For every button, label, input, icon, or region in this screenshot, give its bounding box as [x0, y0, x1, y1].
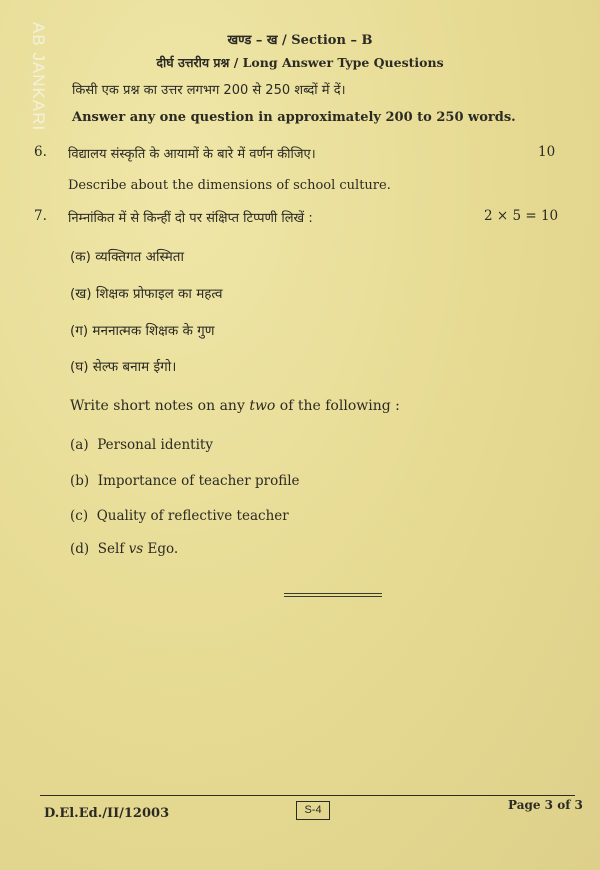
item-text-pre: Self	[97, 541, 129, 557]
q7-hindi-item-b: (ख) शिक्षक प्रोफाइल का महत्व	[70, 286, 223, 302]
section-subheading: दीर्घ उत्तरीय प्रश्न / Long Answer Type Questions	[156, 55, 444, 70]
footer-paper-code: D.El.Ed./II/12003	[44, 806, 170, 821]
item-label: (b)	[70, 473, 90, 489]
question-7-english	[70, 398, 400, 414]
question-7-number: 7.	[34, 208, 47, 224]
q7-english-item-a	[70, 437, 213, 453]
q7-hindi-item-d: (घ) सेल्फ बनाम ईगो।	[70, 359, 177, 375]
q7-hindi-item-c: (ग) मननात्मक शिक्षक के गुण	[70, 323, 215, 339]
footer-rule	[40, 795, 575, 796]
q7-english-item-d	[70, 541, 178, 557]
watermark: AB JANKARI	[29, 22, 48, 132]
question-6-number: 6.	[34, 144, 47, 160]
footer-page-number: Page 3 of 3	[508, 798, 583, 812]
instruction-english: Answer any one question in approximately 200 to 250 words.	[72, 110, 516, 125]
section-heading: खण्ड – ख / Section – B	[227, 33, 373, 48]
question-6-hindi: विद्यालय संस्कृति के आयामों के बारे में वर्णन कीजिए।	[68, 147, 316, 162]
q7-english-item-c	[70, 508, 289, 524]
end-divider	[284, 593, 382, 597]
footer-box-code: S-4	[296, 801, 330, 820]
q7-english-em: two	[249, 398, 276, 414]
q7-english-pre: Write short notes on any	[70, 398, 250, 414]
item-label: (d)	[70, 541, 90, 557]
item-label: (c)	[70, 508, 89, 524]
item-text: Personal identity	[97, 437, 213, 453]
item-text-em: vs	[128, 541, 144, 557]
item-label: (a)	[70, 437, 89, 453]
item-text-post: Ego.	[143, 541, 179, 557]
q7-english-post: of the following :	[275, 398, 400, 414]
question-7-marks: 2 × 5 = 10	[484, 208, 559, 224]
question-7-hindi: निम्नांकित में से किन्हीं दो पर संक्षिप्त टिप्पणी लिखें :	[68, 211, 313, 226]
q7-hindi-item-a: (क) व्यक्तिगत अस्मिता	[70, 249, 184, 265]
instruction-hindi: किसी एक प्रश्न का उत्तर लगभग 200 से 250 शब्दों में दें।	[72, 83, 346, 98]
question-6-marks: 10	[538, 144, 556, 160]
q7-english-item-b	[70, 473, 300, 489]
item-text: Importance of teacher profile	[97, 473, 300, 489]
question-6-english: Describe about the dimensions of school culture.	[68, 178, 391, 193]
item-text: Quality of reflective teacher	[96, 508, 289, 524]
